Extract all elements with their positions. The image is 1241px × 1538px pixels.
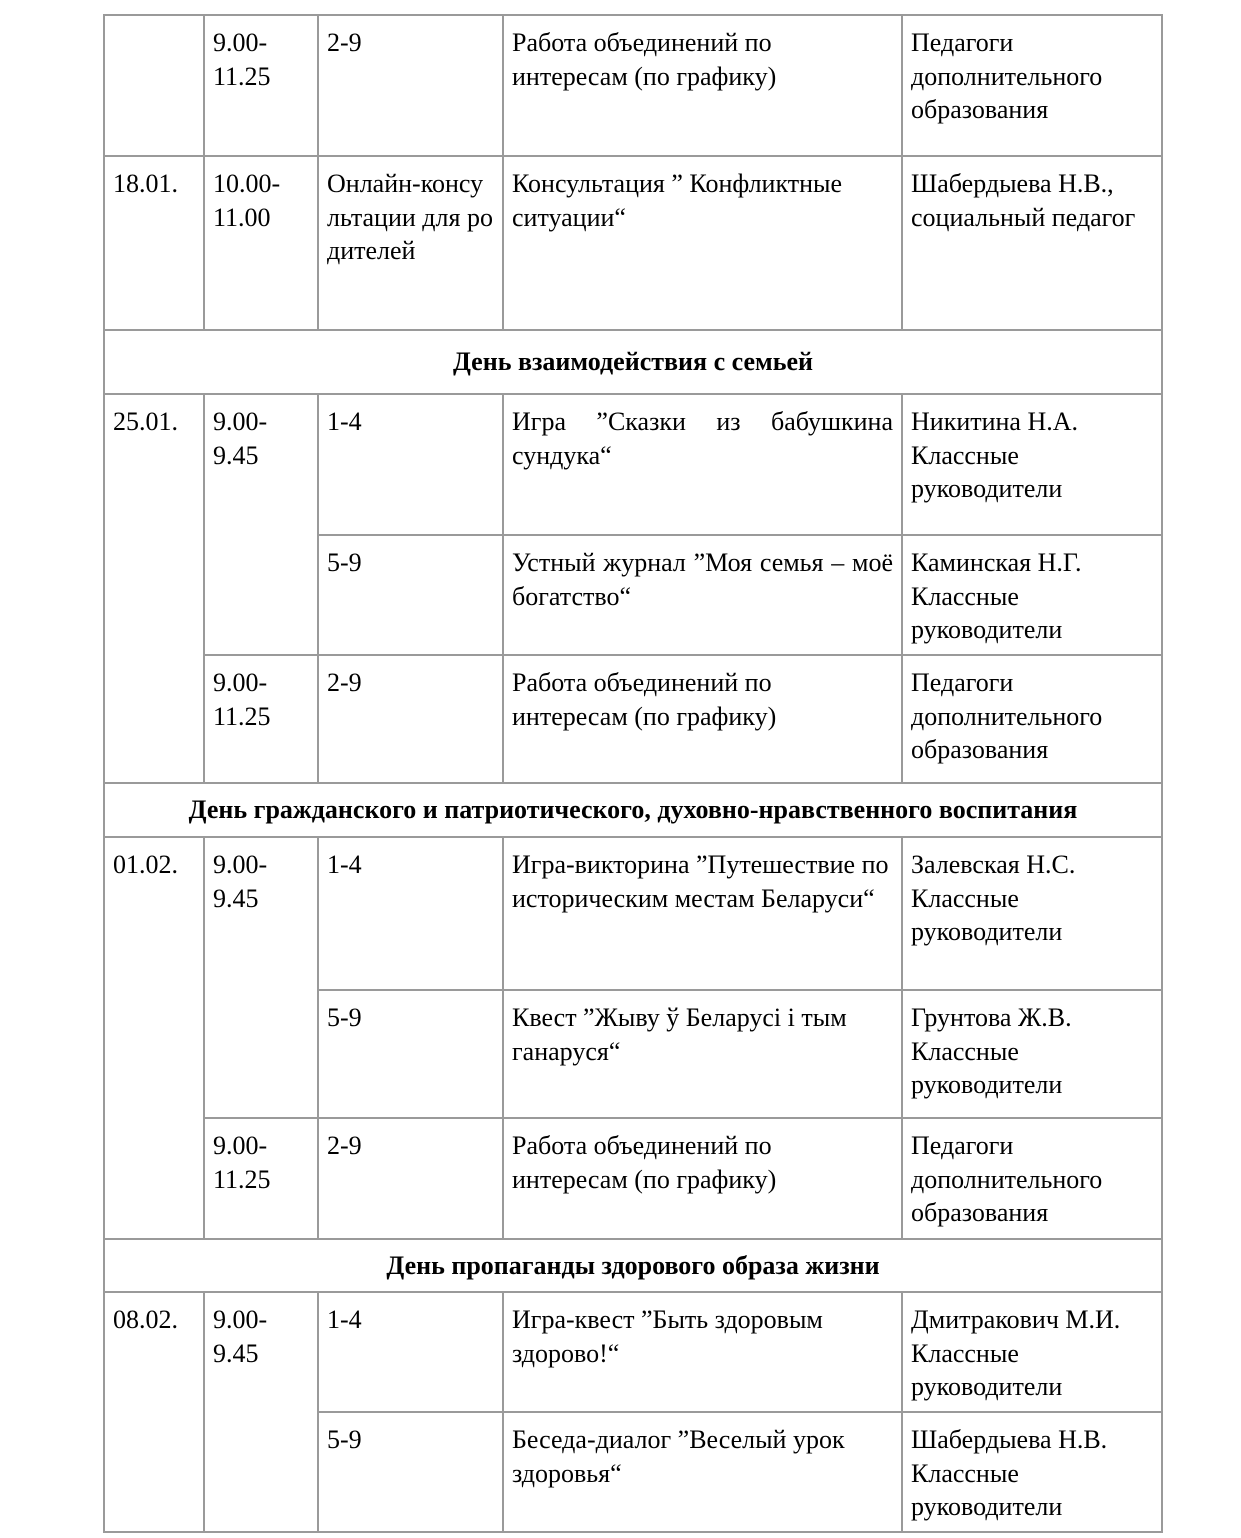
responsible-cell: Залевская Н.С. Классные руководители: [902, 837, 1162, 990]
event-cell: Консультация ” Конфликтные ситуации“: [503, 156, 902, 330]
responsible-cell: Педагоги дополнительного образования: [902, 1118, 1162, 1239]
time-cell: 9.00- 11.25: [204, 1118, 318, 1239]
time-cell: 9.00- 9.45: [204, 1292, 318, 1532]
event-cell: Квест ”Жыву ў Беларусі і тым ганаруся“: [503, 990, 902, 1118]
responsible-cell: Шабердыева Н.В., социальный педагог: [902, 156, 1162, 330]
time-cell: 9.00- 11.25: [204, 15, 318, 156]
date-cell: 01.02.: [104, 837, 204, 1239]
responsible-cell: Педагоги дополнительного образования: [902, 15, 1162, 156]
event-cell: Игра-викторина ”Путешествие по историческим местам Беларуси“: [503, 837, 902, 990]
grades-cell: 1-4: [318, 394, 503, 535]
date-cell: 25.01.: [104, 394, 204, 783]
event-cell: Работа объединений по интересам (по графику): [503, 15, 902, 156]
grades-cell: 2-9: [318, 655, 503, 783]
grades-cell: 1-4: [318, 837, 503, 990]
schedule-table: [103, 14, 1163, 1533]
time-cell: 10.00- 11.00: [204, 156, 318, 330]
event-cell: Работа объединений по интересам (по графику): [503, 655, 902, 783]
responsible-cell: Шабердыева Н.В. Классные руководители: [902, 1412, 1162, 1532]
time-cell: 9.00- 11.25: [204, 655, 318, 783]
event-cell: Игра-квест ”Быть здоровым здорово!“: [503, 1292, 902, 1412]
grades-cell: 5-9: [318, 535, 503, 655]
section-heading-row: [104, 1239, 1162, 1292]
section-heading-row: [104, 783, 1162, 837]
grades-cell: 1-4: [318, 1292, 503, 1412]
date-cell: 08.02.: [104, 1292, 204, 1532]
responsible-cell: Никитина Н.А. Классные руководители: [902, 394, 1162, 535]
table-row: [104, 394, 1162, 535]
table-row: [104, 837, 1162, 990]
event-cell: Игра ”Сказки из бабушкина сундука“: [503, 394, 902, 535]
table-row: [104, 655, 1162, 783]
grades-cell: 2-9: [318, 15, 503, 156]
event-cell: Устный журнал ”Моя семья – моё богатство“: [503, 535, 902, 655]
grades-cell: Онлайн-консультации для родителей: [318, 156, 503, 330]
event-cell: Работа объединений по интересам (по графику): [503, 1118, 902, 1239]
responsible-cell: Педагоги дополнительного образования: [902, 655, 1162, 783]
table-row: [104, 1118, 1162, 1239]
section-heading: День пропаганды здорового образа жизни: [104, 1239, 1162, 1292]
responsible-cell: Дмитракович М.И. Классные руководители: [902, 1292, 1162, 1412]
grades-cell: 5-9: [318, 990, 503, 1118]
table-row: [104, 1292, 1162, 1412]
section-heading: День взаимодействия с семьей: [104, 330, 1162, 394]
date-cell: 18.01.: [104, 156, 204, 330]
table-row: [104, 156, 1162, 330]
responsible-cell: Грунтова Ж.В. Классные руководители: [902, 990, 1162, 1118]
grades-cell: 5-9: [318, 1412, 503, 1532]
responsible-cell: Каминская Н.Г. Классные руководители: [902, 535, 1162, 655]
date-cell: [104, 15, 204, 156]
grades-cell: 2-9: [318, 1118, 503, 1239]
section-heading: День гражданского и патриотического, духовно-нравственного воспитания: [104, 783, 1162, 837]
event-cell: Беседа-диалог ”Веселый урок здоровья“: [503, 1412, 902, 1532]
time-cell: 9.00- 9.45: [204, 837, 318, 1118]
table-row: [104, 15, 1162, 156]
time-cell: 9.00- 9.45: [204, 394, 318, 655]
section-heading-row: [104, 330, 1162, 394]
